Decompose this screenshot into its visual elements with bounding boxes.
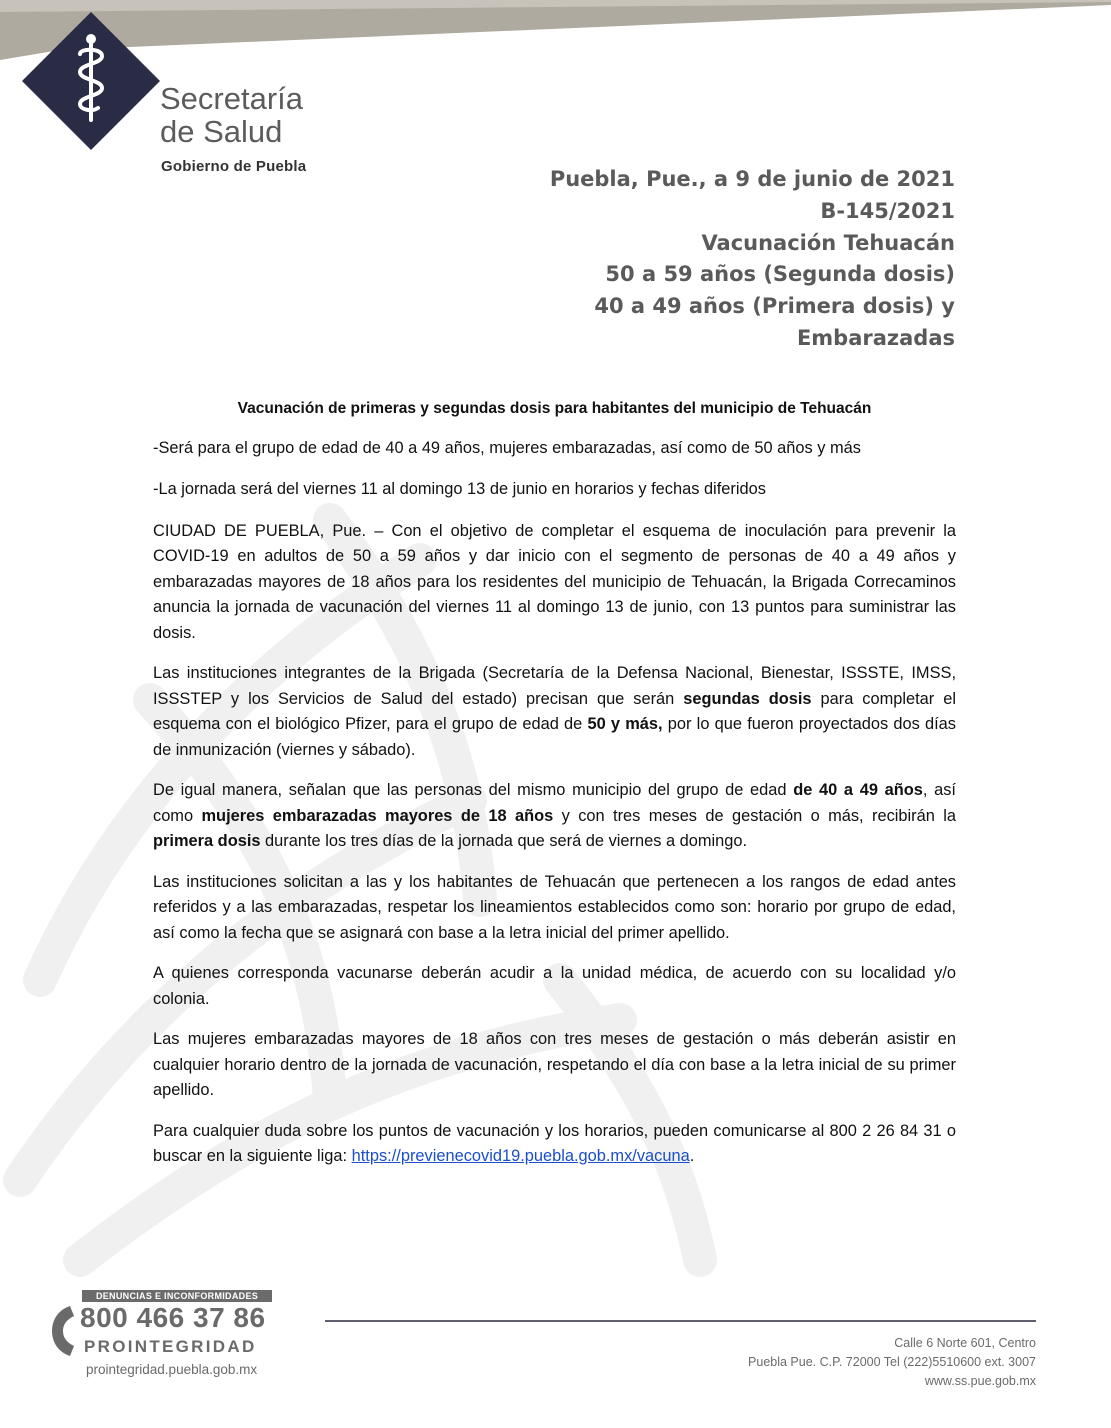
office-address — [748, 1334, 1036, 1391]
address-line: Calle 6 Norte 601, Centro — [894, 1336, 1036, 1350]
heading-line: 50 a 59 años (Segunda dosis) — [605, 262, 955, 287]
text-run: por lo que fueron proyectados dos días de inmunización (viernes y sábado). — [153, 715, 956, 759]
vacuna-link[interactable]: https://previenecovid19.puebla.gob.mx/vacuna — [351, 1147, 690, 1165]
bold-text: de 40 a 49 años — [793, 781, 923, 799]
press-release-body — [153, 396, 956, 1185]
text-run: De igual manera, señalan que las personas del mismo municipio del grupo de edad — [153, 781, 794, 799]
bold-text: primera dosis — [153, 832, 261, 850]
bold-text: mujeres embarazadas mayores de 18 años — [201, 806, 554, 825]
bullet-point: -Será para el grupo de edad de 40 a 49 años, mujeres embarazadas, así como de 50 años y más — [153, 438, 861, 457]
org-name-line2: de Salud — [160, 114, 283, 149]
paragraph — [153, 778, 956, 855]
bullet-point: -La jornada será del viernes 11 al domingo 13 de junio en horarios y fechas diferidos — [153, 480, 766, 498]
text-run: Las instituciones integrantes de la Brigada (Secretaría de la Defensa Nacional, Bienestar, ISSSTE, IMSS, ISSSTEP y los Servicios de Salud del estado) precisan que serán — [153, 664, 956, 708]
heading-line: Vacunación Tehuacán — [701, 230, 955, 255]
text-run: , así como — [153, 781, 956, 825]
text-run: y con tres meses de gestación o más, recibirán la — [553, 806, 957, 825]
secretaria-logo — [22, 12, 160, 150]
hotline-number: 800 466 37 86 — [80, 1302, 266, 1333]
heading-line: Embarazadas — [796, 325, 955, 350]
footer-divider — [325, 1320, 1036, 1322]
denuncias-label: DENUNCIAS E INCONFORMIDADES — [82, 1290, 272, 1302]
text-run: para completar el esquema con el biológico Pfizer, para el grupo de edad de — [153, 689, 956, 733]
paragraph — [153, 1119, 956, 1170]
paragraph — [153, 661, 956, 763]
org-name — [160, 82, 303, 148]
paragraph: Las mujeres embarazadas mayores de 18 años con tres meses de gestación o más deberán asistir en cualquier horario dentro de la jornada de vacunación, respetando el día con base a la letra inicial de su primer apellido. — [153, 1030, 956, 1099]
prointegridad-label: PROINTEGRIDAD — [84, 1337, 257, 1356]
phone-icon — [50, 1304, 76, 1358]
text-run: durante los tres días de la jornada que será de viernes a domingo. — [260, 832, 748, 850]
text-run: . — [689, 1147, 695, 1165]
website-link[interactable]: www.ss.pue.gob.mx — [924, 1374, 1036, 1388]
paragraph: CIUDAD DE PUEBLA, Pue. – Con el objetivo de completar el esquema de inoculación para prevenir la COVID-19 en adultos de 50 a 59 años y dar inicio con el segmento de personas de 40 a 49 años y embarazadas mayores de 18 años para los residentes del municipio de Tehuacán, la Brigada Correcaminos anuncia la jornada de vacunación del viernes 11 al domingo 13 de junio, con 13 puntos para suministrar las dosis. — [153, 521, 956, 642]
prointegridad-url[interactable]: prointegridad.puebla.gob.mx — [86, 1362, 258, 1377]
paragraph: Las instituciones solicitan a las y los habitantes de Tehuacán que pertenecen a los rangos de edad antes referidos y a las embarazadas, respetar los lineamientos establecidos como son: horario por grupo de edad, así como la fecha que se asignará con base a la letra inicial del primer apellido. — [153, 872, 956, 942]
government-label: Gobierno de Puebla — [161, 158, 307, 175]
document-heading — [550, 164, 955, 355]
date-line: Puebla, Pue., a 9 de junio de 2021 — [549, 167, 955, 191]
release-subtitle: Vacunación de primeras y segundas dosis para habitantes del municipio de Tehuacán — [237, 400, 872, 417]
address-line: Puebla Pue. C.P. 72000 Tel (222)5510600 ext. 3007 — [748, 1355, 1036, 1369]
bold-text: segundas dosis — [683, 689, 812, 708]
paragraph: A quienes corresponda vacunarse deberán acudir a la unidad médica, de acuerdo con su localidad y/o colonia. — [153, 964, 956, 1008]
bold-text: 50 y más, — [587, 715, 663, 733]
bulletin-number: B-145/2021 — [820, 198, 955, 223]
org-name-line1: Secretaría — [160, 81, 304, 116]
text-run: Para cualquier duda sobre los puntos de vacunación y los horarios, pueden comunicarse al 800 2 26 84 31 o buscar en la siguiente liga: — [153, 1121, 956, 1165]
heading-line: 40 a 49 años (Primera dosis) y — [594, 294, 955, 319]
